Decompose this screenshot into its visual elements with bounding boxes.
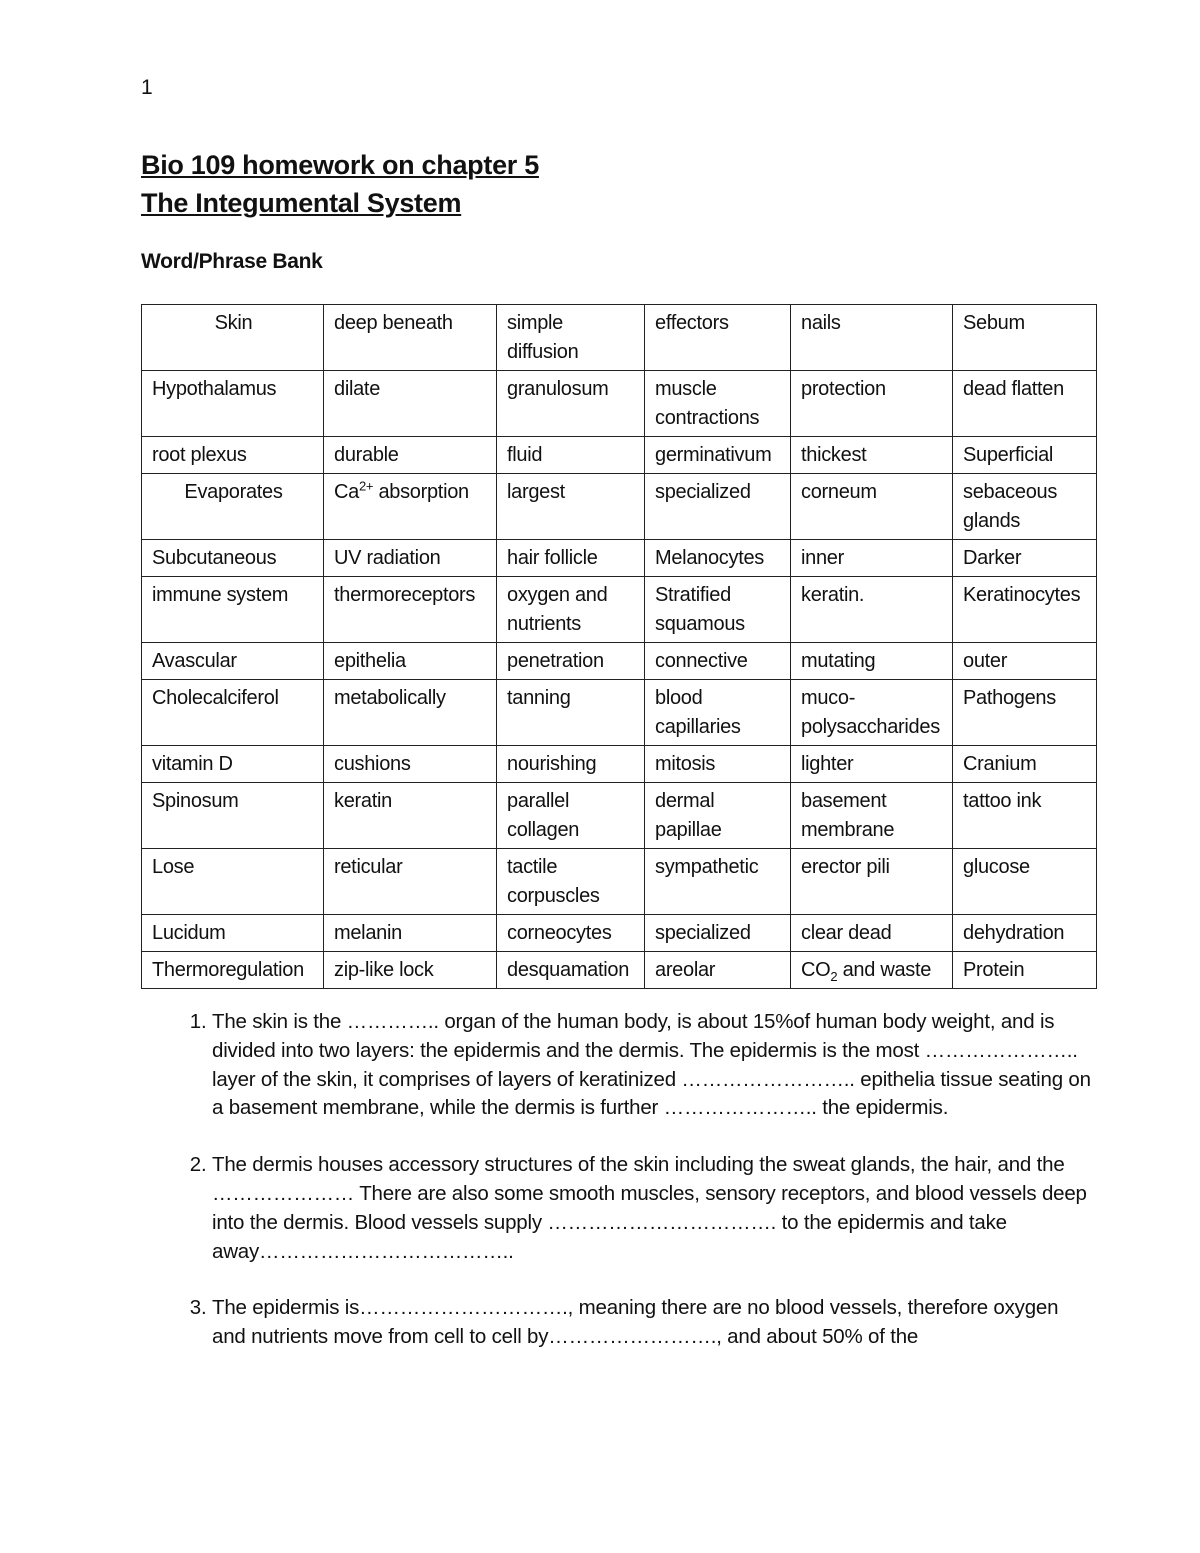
document-subtitle: The Integumental System [141, 188, 462, 218]
table-cell: hair follicle [497, 540, 645, 577]
table-cell: Melanocytes [645, 540, 791, 577]
table-cell: deep beneath [324, 305, 497, 371]
table-cell: Avascular [142, 643, 324, 680]
table-cell: Protein [953, 952, 1097, 989]
table-cell: nails [791, 305, 953, 371]
table-cell: Lucidum [142, 915, 324, 952]
table-row [142, 915, 1097, 952]
table-cell: specialized [645, 474, 791, 540]
table-cell: parallel collagen [497, 783, 645, 849]
table-cell: areolar [645, 952, 791, 989]
table-cell: cushions [324, 746, 497, 783]
table-cell: fluid [497, 437, 645, 474]
word-bank-heading: Word/Phrase Bank [141, 250, 323, 273]
table-row [142, 540, 1097, 577]
table-row [142, 305, 1097, 371]
table-cell: Superficial [953, 437, 1097, 474]
table-cell: Skin [142, 305, 324, 371]
table-cell: Evaporates [142, 474, 324, 540]
table-cell: vitamin D [142, 746, 324, 783]
table-row [142, 474, 1097, 540]
title-block [141, 146, 539, 222]
table-cell: corneocytes [497, 915, 645, 952]
table-cell: dilate [324, 371, 497, 437]
table-cell: nourishing [497, 746, 645, 783]
table-cell: tattoo ink [953, 783, 1097, 849]
table-row [142, 371, 1097, 437]
table-cell: Thermoregulation [142, 952, 324, 989]
word-bank-body [142, 305, 1097, 989]
table-cell: desquamation [497, 952, 645, 989]
table-cell: outer [953, 643, 1097, 680]
question-item: 2. The dermis houses accessory structures of the skin including the sweat glands, the hair, and the ………………… There are also some smooth muscles, sensory receptors, and blood vessels deep into the dermis. Blood vessels supply ……………………………. to the epidermis and take away……………………………….. [212, 1151, 1092, 1266]
table-cell: simple diffusion [497, 305, 645, 371]
table-cell: Darker [953, 540, 1097, 577]
table-cell: keratin [324, 783, 497, 849]
question-list [173, 1008, 1092, 1380]
table-cell: corneum [791, 474, 953, 540]
table-cell: dead flatten [953, 371, 1097, 437]
table-cell: Spinosum [142, 783, 324, 849]
table-cell: Keratinocytes [953, 577, 1097, 643]
table-cell: penetration [497, 643, 645, 680]
question-item: 3. The epidermis is…………………………., meaning there are no blood vessels, therefore oxygen and nutrients move from cell to cell by……………………., and about 50% of the [212, 1294, 1092, 1352]
table-cell: erector pili [791, 849, 953, 915]
table-cell: durable [324, 437, 497, 474]
table-cell: basement membrane [791, 783, 953, 849]
document-title: Bio 109 homework on chapter 5 [141, 150, 539, 180]
table-cell: zip-like lock [324, 952, 497, 989]
table-row [142, 746, 1097, 783]
table-cell: melanin [324, 915, 497, 952]
table-cell: germinativum [645, 437, 791, 474]
page-number: 1 [141, 76, 153, 99]
table-cell: Pathogens [953, 680, 1097, 746]
table-cell: granulosum [497, 371, 645, 437]
word-bank-table [141, 304, 1097, 989]
table-cell: Cranium [953, 746, 1097, 783]
table-cell: clear dead [791, 915, 953, 952]
table-cell: inner [791, 540, 953, 577]
table-cell: largest [497, 474, 645, 540]
table-cell: $Ca^{2+}$ absorption [324, 474, 497, 540]
table-cell: root plexus [142, 437, 324, 474]
question-item: 1. The skin is the ………….. organ of the human body, is about 15%of human body weight, and is divided into two layers: the epidermis and the dermis. The epidermis is the most ………………….. layer of the skin, it comprises of layers of keratinized …………………….. epithelia tissue seating on a basement membrane, while the dermis is further ………………….. the epidermis. [212, 1008, 1092, 1123]
table-cell: UV radiation [324, 540, 497, 577]
table-cell: Lose [142, 849, 324, 915]
table-row [142, 952, 1097, 989]
table-row [142, 643, 1097, 680]
table-cell: muscle contractions [645, 371, 791, 437]
table-cell: lighter [791, 746, 953, 783]
table-row [142, 437, 1097, 474]
table-row [142, 783, 1097, 849]
table-cell: effectors [645, 305, 791, 371]
table-cell: oxygen and nutrients [497, 577, 645, 643]
table-cell: keratin. [791, 577, 953, 643]
table-row [142, 680, 1097, 746]
table-cell: mutating [791, 643, 953, 680]
table-cell: Subcutaneous [142, 540, 324, 577]
table-cell: blood capillaries [645, 680, 791, 746]
table-cell: epithelia [324, 643, 497, 680]
table-cell: immune system [142, 577, 324, 643]
table-cell: metabolically [324, 680, 497, 746]
table-cell: mitosis [645, 746, 791, 783]
table-cell: $CO_2$ and waste [791, 952, 953, 989]
table-cell: Hypothalamus [142, 371, 324, 437]
table-cell: tanning [497, 680, 645, 746]
table-cell: protection [791, 371, 953, 437]
table-row [142, 849, 1097, 915]
table-cell: Stratified squamous [645, 577, 791, 643]
table-cell: reticular [324, 849, 497, 915]
table-cell: Sebum [953, 305, 1097, 371]
table-cell: glucose [953, 849, 1097, 915]
table-cell: thermoreceptors [324, 577, 497, 643]
table-row [142, 577, 1097, 643]
table-cell: connective [645, 643, 791, 680]
table-cell: muco-polysaccharides [791, 680, 953, 746]
table-cell: tactile corpuscles [497, 849, 645, 915]
table-cell: sympathetic [645, 849, 791, 915]
table-cell: specialized [645, 915, 791, 952]
table-cell: dehydration [953, 915, 1097, 952]
table-cell: Cholecalciferol [142, 680, 324, 746]
table-cell: thickest [791, 437, 953, 474]
table-cell: dermal papillae [645, 783, 791, 849]
table-cell: sebaceous glands [953, 474, 1097, 540]
